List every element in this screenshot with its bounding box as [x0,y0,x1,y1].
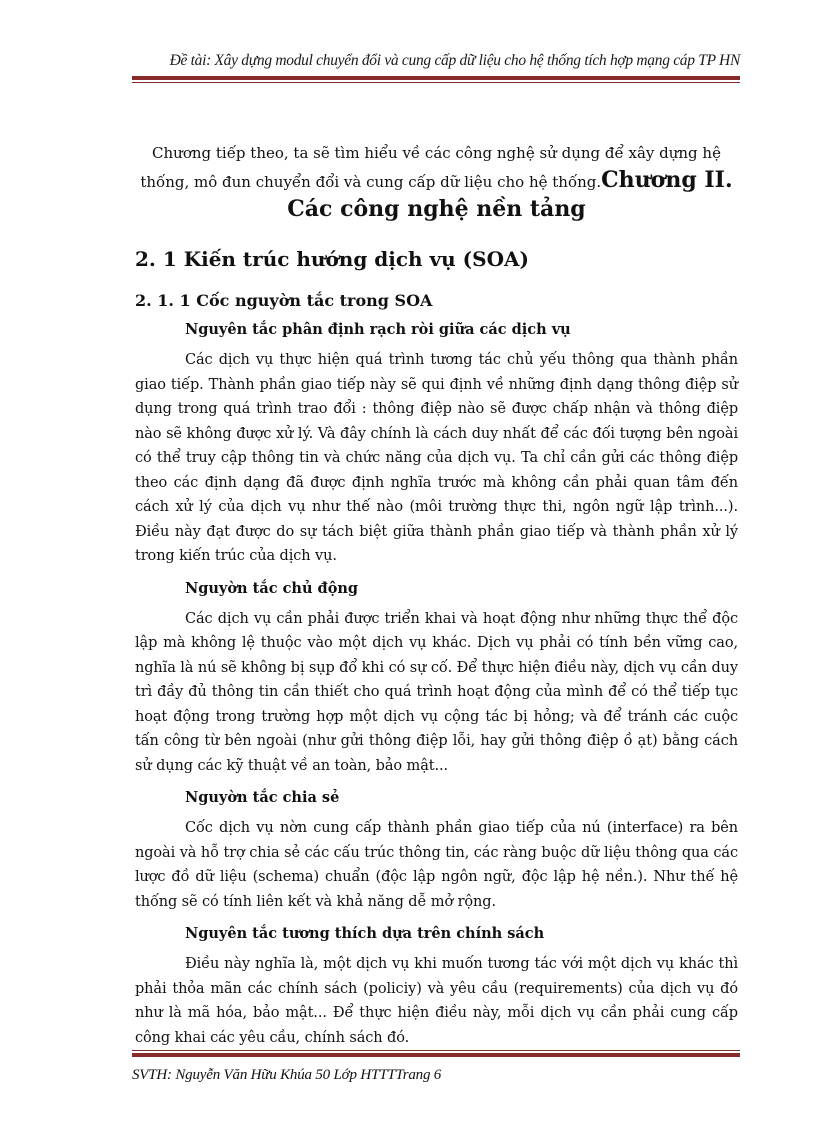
section-heading: 2. 1 Kiến trúc hướng dịch vụ (SOA) [135,247,529,271]
footer-rule-thick [132,1053,740,1057]
principle-body: Các dịch vụ cần phải được triển khai và hoạt động như những thực thể độc lập mà không lệ thuộc vào một dịch vụ khác. Dịch vụ phải có tính bền vững cao, nghĩa là nú sẽ không bị sụp đổ khi có sự cố. Để thực hiện điều này, dịch vụ cần duy trì đầy đủ thông tin cần thiết cho quá trình hoạt động của mình để có thể tiếp tục hoạt động trong trường hợp một dịch vụ cộng tác bị hỏng; và để tránh các cuộc tấn công từ bên ngoài (như gửi thông điệp lỗi, hay gửi thông điệp ồ ạt) bằng cách sử dụng các kỹ thuật về an toàn, bảo mật... [135,610,738,774]
subsection-heading: 2. 1. 1 Cốc nguyờn tắc trong SOA [135,291,433,310]
page-header [132,52,740,83]
intro-text: Chương tiếp theo, ta sẽ tìm hiểu về các công nghệ sử dụng để xây dựng hệ thống, mô đun chuyển đổi và cung cấp dữ liệu cho hệ thống. [140,144,721,191]
chapter-heading: Chương II. Các công nghệ nền tảng [287,167,733,222]
header-title: Đề tài: Xây dựng modul chuyển đổi và cung cấp dữ liệu cho hệ thống tích hợp mạng cáp TP HN [169,52,740,69]
page-footer [132,1050,740,1084]
header-rule-thick [132,76,740,80]
header-rule-thin [132,82,740,83]
page-content [135,140,738,1050]
principle-body: Các dịch vụ thực hiện quá trình tương tác chủ yếu thông qua thành phần giao tiếp. Thành phần giao tiếp này sẽ qui định về những định dạng thông điệp sử dụng trong quá trình trao đổi : thông điệp nào sẽ được chấp nhận và thông điệp nào sẽ không được xử lý. Và đây chính là cách duy nhất để các đối tượng bên ngoài có thể truy cập thông tin và chức năng của dịch vụ. Ta chỉ cần gửi các thông điệp theo các định dạng đã được định nghĩa trước mà không cần phải quan tâm đến cách xử lý của dịch vụ như thế nào (môi trường thực thi, ngôn ngữ lập trình...). Điều này đạt được do sự tách biệt giữa thành phần giao tiếp và thành phần xử lý trong kiến trúc của dịch vụ. [135,352,738,564]
principle-title: Nguyờn tắc chủ động [185,579,359,597]
principle-body: Cốc dịch vụ nờn cung cấp thành phần giao tiếp của nú (interface) ra bên ngoài và hỗ trợ chia sẻ các cấu trúc thông tin, các ràng buộc dữ liệu thông qua các lược đồ dữ liệu (schema) chuẩn (độc lập ngôn ngữ, độc lập hệ nền.). Như thế hệ thống sẽ có tính liên kết và khả năng dễ mở rộng. [135,820,738,910]
principle-title: Nguyờn tắc chia sẻ [185,789,340,806]
principle-body: Điều này nghĩa là, một dịch vụ khi muốn tương tác với một dịch vụ khác thì phải thỏa mãn các chính sách (policiy) và yêu cầu (requirements) của dịch vụ đó như là mã hóa, bảo mật... Để thực hiện điều này, mỗi dịch vụ cần phải cung cấp công khai các yêu cầu, chính sách đó. [135,956,738,1046]
principle-title: Nguyên tắc phân định rạch ròi giữa các dịch vụ [185,321,571,338]
principle-title: Nguyên tắc tương thích dựa trên chính sách [185,925,545,942]
footer-text: SVTH: Nguyễn Văn Hữu Khúa 50 Lớp HTTTTrang 6 [132,1067,442,1083]
footer-rule-thin [132,1050,740,1051]
intro-paragraph [135,140,738,225]
